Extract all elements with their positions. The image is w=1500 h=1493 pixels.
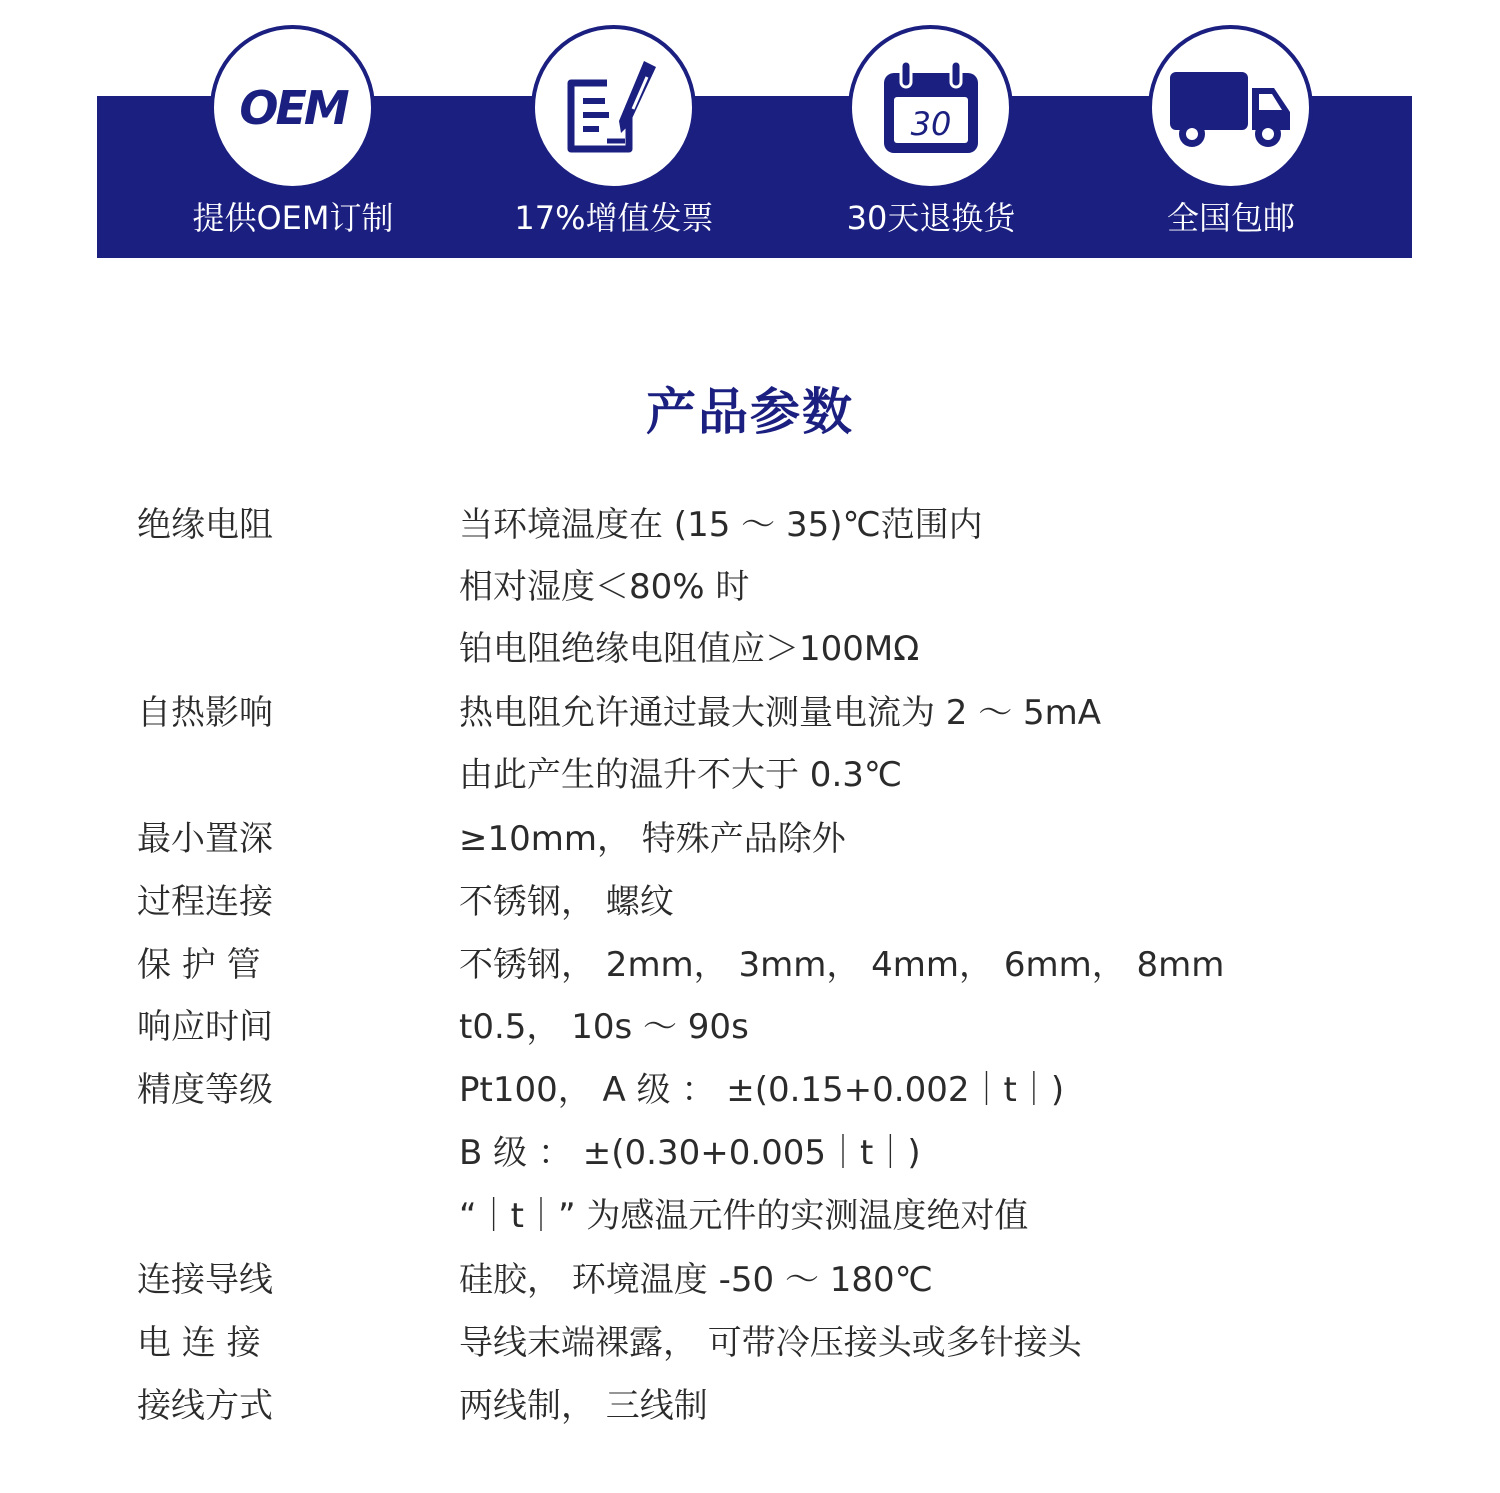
param-label: 绝缘电阻 (137, 505, 273, 545)
feature-label-shipping: 全国包邮 (1166, 199, 1295, 237)
param-value: 由此产生的温升不大于 0.3℃ (459, 755, 903, 795)
param-value: t0.5， 10s ～ 90s (459, 1007, 749, 1047)
param-label: 过程连接 (137, 882, 273, 922)
param-row (0, 808, 1500, 870)
param-value: ≥10mm， 特殊产品除外 (459, 819, 846, 859)
param-label: 保 护 管 (137, 945, 261, 985)
param-row (0, 934, 1500, 996)
oem-icon-text: OEM (238, 80, 347, 135)
param-value: 两线制， 三线制 (459, 1386, 708, 1426)
param-row (0, 996, 1500, 1058)
param-row (0, 682, 1500, 795)
feature-label-oem: 提供OEM订制 (192, 199, 394, 237)
param-value: 当环境温度在 (15 ～ 35)℃范围内 (459, 505, 983, 545)
param-value: 铂电阻绝缘电阻值应＞100MΩ (459, 629, 920, 669)
param-value: 不锈钢， 2mm， 3mm， 4mm， 6mm， 8mm (459, 945, 1225, 985)
param-value: 不锈钢， 螺纹 (459, 882, 674, 922)
param-value: 热电阻允许通过最大测量电流为 2 ～ 5mA (459, 693, 1102, 733)
param-value: Pt100， A 级 ： ±(0.15+0.002｜t｜) (459, 1070, 1065, 1110)
param-label: 接线方式 (137, 1386, 273, 1426)
param-label: 精度等级 (137, 1070, 273, 1110)
param-value: B 级 ： ±(0.30+0.005｜t｜) (459, 1133, 921, 1173)
param-value: 导线末端裸露， 可带冷压接头或多针接头 (459, 1323, 1082, 1363)
param-row (0, 1059, 1500, 1236)
param-label: 电 连 接 (137, 1323, 261, 1363)
param-label: 最小置深 (137, 819, 273, 859)
param-row (0, 1249, 1500, 1311)
param-value: 硅胶， 环境温度 -50 ～ 180℃ (459, 1260, 933, 1300)
param-value: 相对湿度＜80% 时 (459, 567, 750, 607)
param-row (0, 871, 1500, 933)
param-label: 响应时间 (137, 1007, 273, 1047)
param-row (0, 494, 1500, 669)
section-title: 产品参数 (646, 382, 854, 441)
param-label: 连接导线 (137, 1260, 273, 1300)
feature-label-invoice: 17%增值发票 (514, 199, 714, 237)
calendar-icon-text: 30 (910, 104, 951, 143)
param-row (0, 1375, 1500, 1437)
param-label: 自热影响 (137, 693, 273, 733)
param-row (0, 1312, 1500, 1374)
feature-label-return: 30天退换货 (846, 199, 1016, 237)
param-value: “｜t｜” 为感温元件的实测温度绝对值 (459, 1196, 1029, 1236)
